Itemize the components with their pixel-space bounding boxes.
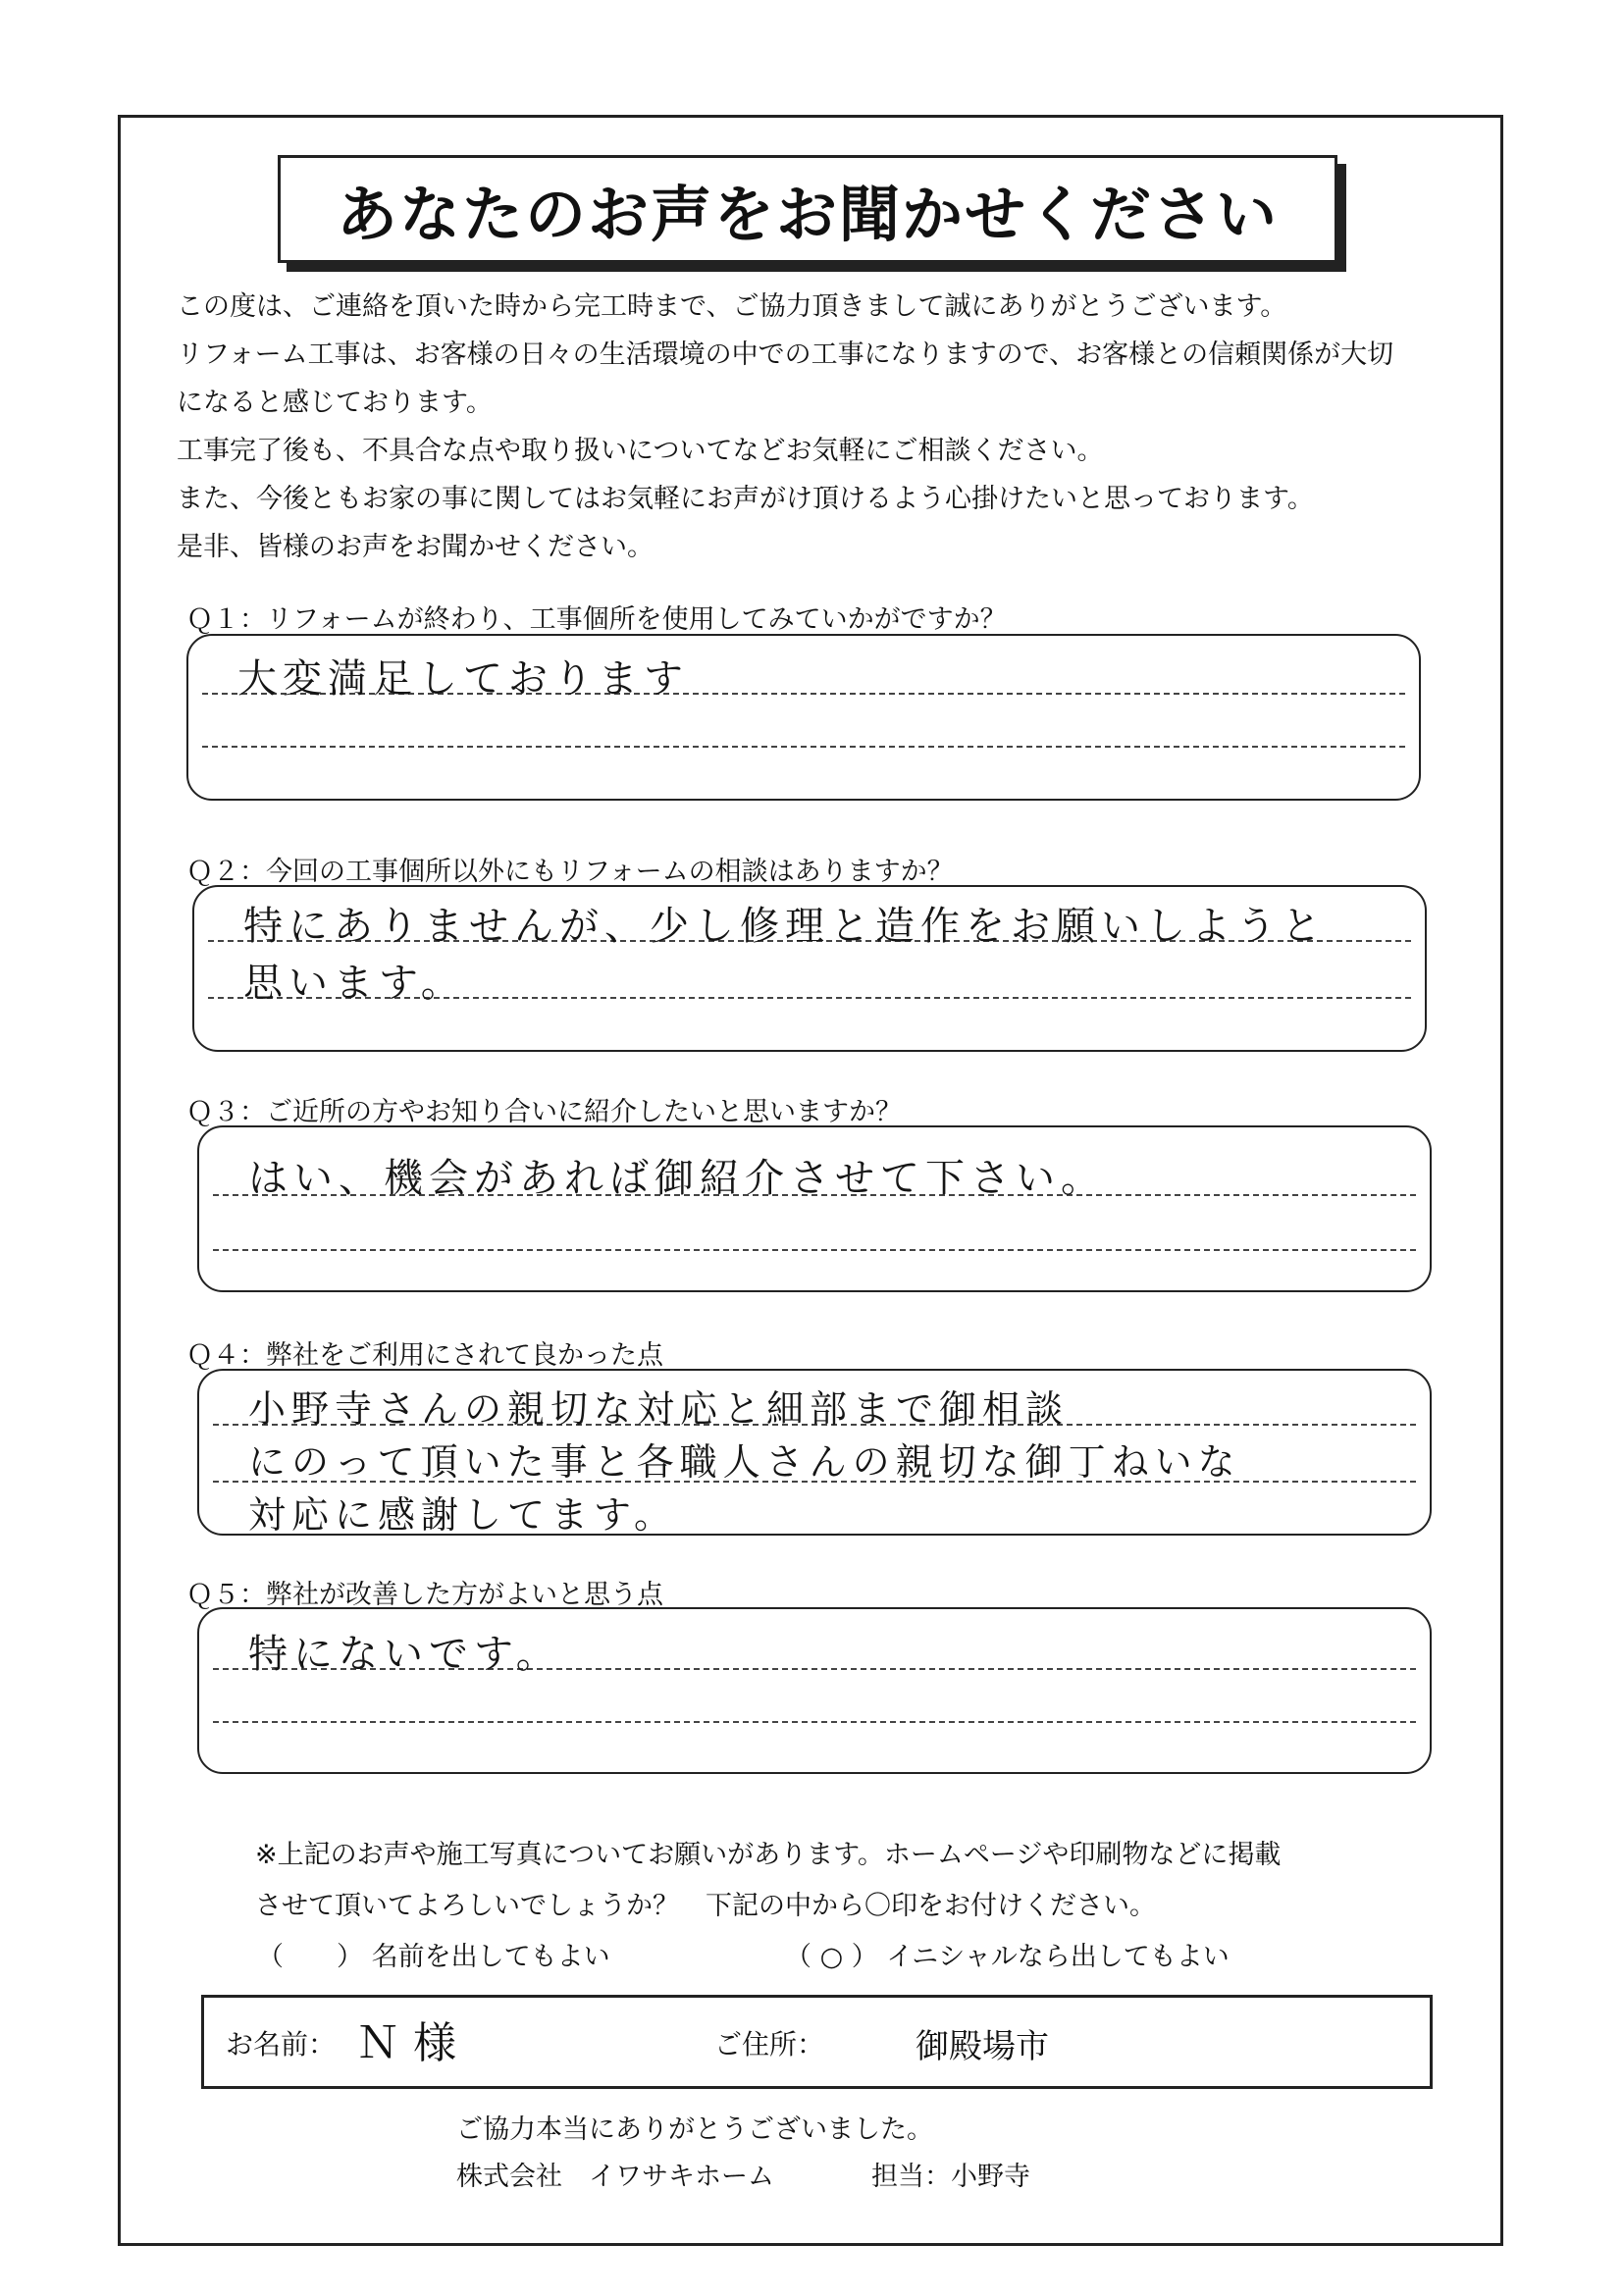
customer-info-box (201, 1995, 1433, 2089)
company-name: 株式会社 イワサキホーム (456, 2162, 774, 2192)
q3-answer-box (197, 1125, 1432, 1292)
q4-answer-box (197, 1369, 1432, 1536)
intro-text (177, 283, 1452, 571)
q5-label: Ｑ５：弊社が改善した方がよいと思う点 (186, 1580, 663, 1610)
option-checkbox[interactable]: （ ） (257, 1942, 363, 1972)
intro-line: になると感じております。 (177, 388, 493, 418)
intro-line: この度は、ご連絡を頂いた時から完工時まで、ご協力頂きまして誠にありがとうございます。 (177, 291, 1287, 322)
option-label: イニシャルなら出してもよい (886, 1942, 1230, 1972)
q2-answer-box (192, 885, 1427, 1052)
address-label: ご住所： (714, 2028, 825, 2061)
thanks-text: ご協力本当にありがとうございました。 (456, 2114, 933, 2145)
q2-answer-line-1: 特にありませんが、少し修理と造作をお願いしようと (243, 904, 1327, 949)
q4-answer-line-1: 小野寺さんの親切な対応と細部まで御相談 (248, 1387, 1070, 1431)
q3-answer-text: はい、機会があれば御紹介させて下さい。 (248, 1156, 1106, 1201)
q5-answer-text: 特にないです。 (248, 1632, 561, 1677)
answer-line (202, 746, 1405, 748)
q4-answer-line-3: 対応に感謝してます。 (248, 1493, 677, 1537)
q2-answer-line-2: 思います。 (243, 961, 466, 1006)
q1-label: Ｑ１：リフォームが終わり、工事個所を使用してみていかがですか？ (186, 604, 1007, 635)
option-label: 名前を出してもよい (371, 1942, 610, 1972)
address-value: 御殿場市 (916, 2027, 1049, 2066)
q4-label: Ｑ４：弊社をご利用にされて良かった点 (186, 1340, 663, 1371)
name-value: Ｎ 様 (356, 2018, 456, 2068)
answer-line (213, 1249, 1416, 1251)
q1-answer-text: 大変満足しております (237, 656, 689, 702)
q5-answer-box (197, 1607, 1432, 1774)
intro-line: リフォーム工事は、お客様の日々の生活環境の中での工事になりますので、お客様との信頼関係が大切 (177, 339, 1394, 370)
q4-answer-line-2: にのって頂いた事と各職人さんの親切な御丁ねいな (248, 1440, 1241, 1484)
name-label: お名前： (226, 2028, 337, 2061)
option-name-ok[interactable] (257, 1935, 610, 1973)
staff-name: 担当：小野寺 (871, 2162, 1030, 2192)
q2-label: Ｑ２：今回の工事個所以外にもリフォームの相談はありますか？ (186, 857, 954, 887)
publish-notice-line: させて頂いてよろしいでしょうか？ 下記の中から〇印をお付けください。 (255, 1891, 1156, 1921)
intro-line: 工事完了後も、不具合な点や取り扱いについてなどお気軽にご相談ください。 (177, 436, 1104, 466)
option-initials-ok[interactable] (785, 1935, 1230, 1973)
publish-notice-line: ※上記のお声や施工写真についてお願いがあります。ホームページや印刷物などに掲載 (255, 1840, 1282, 1870)
option-checkbox-circled[interactable]: （ ○ ） (785, 1942, 878, 1972)
q3-label: Ｑ３：ご近所の方やお知り合いに紹介したいと思いますか？ (186, 1097, 902, 1127)
answer-line (213, 1721, 1416, 1723)
intro-line: 是非、皆様のお声をお聞かせください。 (177, 532, 654, 562)
page-title: あなたのお声をお聞かせください (278, 155, 1337, 263)
q1-answer-box (186, 634, 1421, 801)
intro-line: また、今後ともお家の事に関してはお気軽にお声がけ頂けるよう心掛けたいと思っております。 (177, 484, 1314, 514)
